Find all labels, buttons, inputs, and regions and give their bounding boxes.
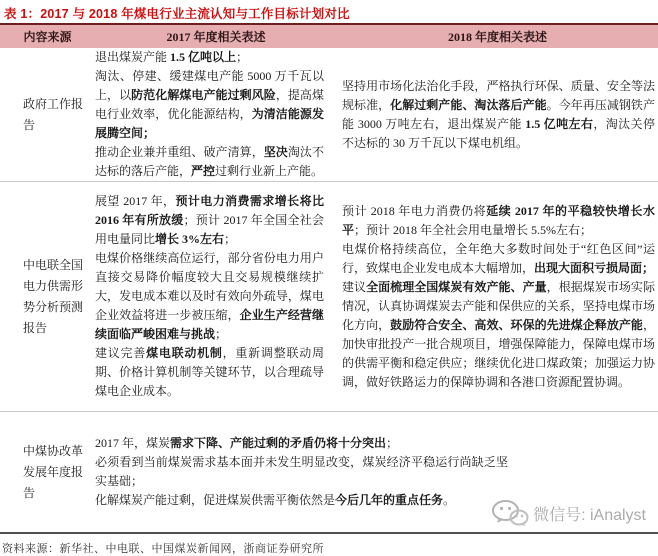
table-row-government-work-report (0, 48, 658, 181)
row-source-label: 中煤协改革发展年度报告 (23, 443, 84, 500)
header-2018-statements: 2018 年度相关表述 (447, 30, 547, 44)
table-row-cec-forecast-report (0, 182, 658, 411)
table-header-row (0, 23, 658, 48)
cell-2017-government: 退出煤炭产能 1.5 亿吨以上； 淘汰、停建、缓建煤电产能 5000 万千瓦以上，以防范化解煤电产能过剩风险，提高煤电行业效率，优化能源结构，为清洁能源发展腾空间； 推动企业兼并重组、破产清算，坚决淘汰不达标的落后产能，严控过剩行业新上产能。 (95, 50, 324, 178)
row-source-label: 政府工作报告 (23, 96, 84, 132)
table-title: 表 1：2017 与 2018 年煤电行业主流认知与工作目标计划对比 (4, 7, 350, 21)
header-2017-statements: 2017 年度相关表述 (166, 30, 266, 44)
wechat-icon (492, 500, 528, 527)
source-note: 资料来源：新华社、中电联、中国煤炭新闻网，浙商证券研究所 (2, 543, 324, 555)
cell-2018-cec: 预计 2018 年电力消费仍将延续 2017 年的平稳较快增长水平；预计 2018 年全社会用电量增长 5.5%左右； 电煤价格持续高位，全年绝大多数时间处于“红色区间”运行，致煤电企业发电成本大幅增加，出现大面积亏损局面； 建议全面梳理全国煤炭有效产能、产量，根据煤炭市场实际情况，认真协调煤炭去产能和保供应的关系，坚持电煤市场化方向，鼓励符合安全、高效、环保的先进煤企释放产能，加快审批投产一批合规项目，增强保障能力，保障电煤市场的供需平衡和稳定供应；继续优化进口煤政策；加强运力协调，做好铁路运力的保障协调和各港口资源配置协调。 (342, 203, 655, 389)
cell-2017-cec: 展望 2017 年，预计电力消费需求增长将比 2016 年有所放缓；预计 2017 年全国全社会用电量同比增长 3%左右； 电煤价格继续高位运行，部分省份电力用户直接交易降价幅度较大且交易规模继续扩大，发电成本难以及时有效向外疏导，煤电企业效益将进一步被压缩，企业生产经营继续面临严峻困难与挑战； 建议完善煤电联动机制，重新调整联动周期、价格计算机制等关键环节，以合理疏导煤电企业成本。 (95, 194, 324, 398)
header-content-source: 内容来源 (23, 30, 72, 44)
cell-2017-cnca: 2017 年，煤炭需求下降、产能过剩的矛盾仍将十分突出； 必须看到当前煤炭需求基本面并未发生明显改变，煤炭经济平稳运行尚缺乏坚实基础； 化解煤炭产能过剩，促进煤炭供需平衡依然是今后几年的重点任务。 (95, 436, 508, 507)
row-source-label: 中电联全国电力供需形势分析预测报告 (23, 257, 84, 335)
wechat-watermark (492, 500, 646, 527)
comparison-table (0, 23, 658, 534)
cell-2018-government: 坚持用市场化法治化手段，严格执行环保、质量、安全等法规标准，化解过剩产能、淘汰落后产能。今年再压减钢铁产能 3000 万吨左右，退出煤炭产能 1.5 亿吨左右，淘汰关停不达标的 30 万千瓦以下煤电机组。 (342, 78, 655, 150)
wechat-id-label: 微信号: iAnalyst (533, 507, 646, 524)
